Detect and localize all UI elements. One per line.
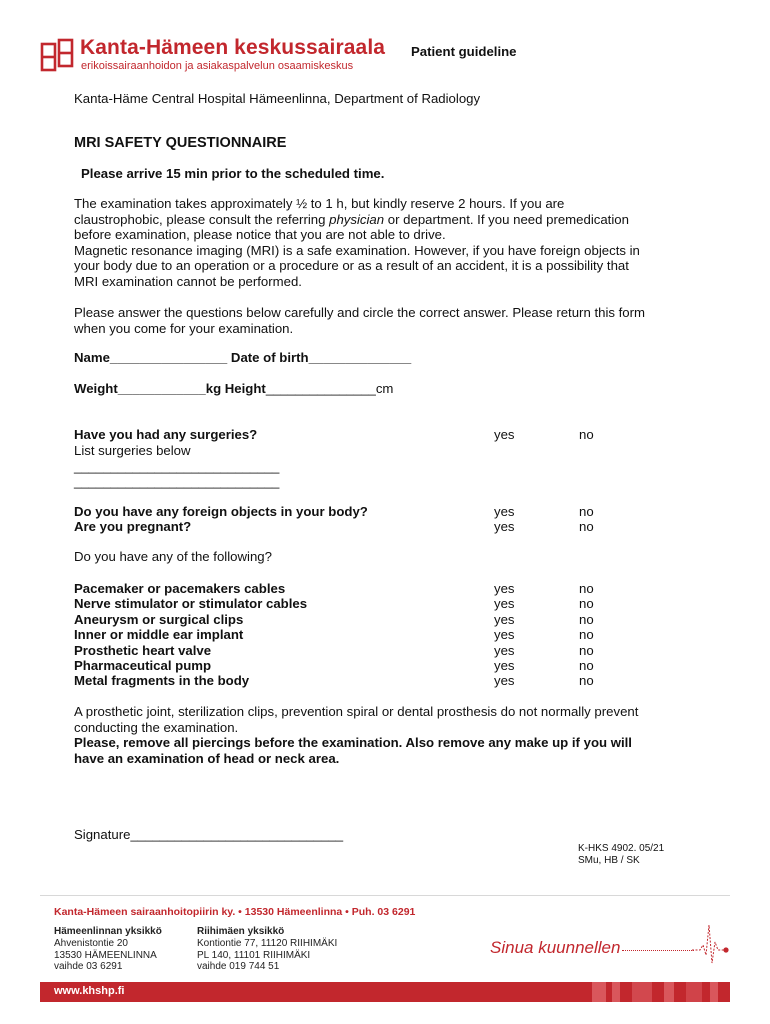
device-yes-option[interactable]: yes [494, 581, 515, 596]
unit-phone: vaihde 03 6291 [54, 961, 123, 973]
device-yes-option[interactable]: yes [494, 673, 515, 689]
pregnant-question: Are you pregnant? [74, 519, 192, 534]
unit-name: Riihimäen yksikkö [197, 926, 285, 937]
device-yes-option[interactable]: yes [494, 611, 515, 627]
device-no-option[interactable]: no [579, 596, 594, 612]
footer-bar [40, 982, 730, 1002]
device-no-option[interactable]: no [579, 627, 594, 643]
unit-po-box: PL 140, 11101 RIIHIMÄKI [197, 949, 311, 961]
device-item: Prosthetic heart valve [74, 642, 212, 658]
signature-field[interactable]: Signature_____________________________ [74, 827, 344, 842]
pregnant-yes-option[interactable]: yes [494, 519, 515, 534]
name-dob-field[interactable]: Name________________ Date of birth______________ [74, 350, 412, 365]
unit-phone: vaihde 019 744 51 [197, 961, 280, 973]
surgeries-no-option[interactable]: no [579, 427, 594, 442]
notes-paragraph [74, 704, 714, 766]
organization-subtitle: erikoissairaanhoidon ja asiakaspalvelun osaamiskeskus [81, 60, 354, 72]
device-no-option[interactable]: no [579, 581, 594, 596]
following-label: Do you have any of the following? [74, 549, 272, 564]
pregnant-no-option[interactable]: no [579, 519, 594, 534]
weight-height-field[interactable]: Weight____________kg Height_______________cm [74, 381, 394, 396]
device-no-column [579, 581, 594, 689]
device-item: Metal fragments in the body [74, 673, 250, 689]
department-line: Kanta-Häme Central Hospital Hämeenlinna, Department of Radiology [74, 91, 481, 106]
device-no-option[interactable]: no [579, 658, 594, 674]
intro-line: claustrophobic, please consult the referring physician or department. If you need premedication [74, 211, 629, 227]
intro-line: before examination, please notice that you are not able to drive. [74, 227, 446, 243]
website-link[interactable]: www.khshp.fi [54, 985, 125, 997]
device-item: Nerve stimulator or stimulator cables [74, 596, 308, 612]
surgeries-line-2[interactable]: ____________________________ [74, 474, 280, 489]
instructions-line: when you come for your examination. [74, 320, 294, 336]
surgeries-line-1[interactable]: ____________________________ [74, 459, 280, 474]
unit-city: 13530 HÄMEENLINNA [54, 949, 157, 961]
device-list [74, 581, 307, 689]
page-title: MRI SAFETY QUESTIONNAIRE [74, 135, 287, 151]
device-item: Inner or middle ear implant [74, 627, 244, 643]
footer-slogan: Sinua kuunnellen [490, 938, 621, 957]
intro-paragraph [74, 196, 714, 290]
footer-unit-hameenlinna [54, 926, 162, 973]
foreign-objects-question: Do you have any foreign objects in your body? [74, 504, 368, 519]
intro-line: The examination takes approximately ½ to 1 h, but kindly reserve 2 hours. If you are [74, 196, 565, 211]
intro-line: Magnetic resonance imaging (MRI) is a safe examination. However, if you have foreign objects in [74, 242, 640, 258]
arrival-note: Please arrive 15 min prior to the scheduled time. [81, 166, 385, 181]
document-code-line: K-HKS 4902. 05/21 [578, 843, 665, 854]
device-item: Pharmaceutical pump [74, 658, 212, 674]
notes-line: conducting the examination. [74, 719, 239, 735]
footer-divider [40, 895, 730, 896]
device-no-option[interactable]: no [579, 642, 594, 658]
unit-name: Hämeenlinnan yksikkö [54, 926, 162, 937]
device-yes-option[interactable]: yes [494, 596, 515, 612]
notes-warning-line: Please, remove all piercings before the examination. Also remove any make up if you will [74, 735, 632, 751]
surgeries-question: Have you had any surgeries? [74, 427, 258, 442]
bar-decoration [710, 982, 718, 1002]
instructions-line: Please answer the questions below carefully and circle the correct answer. Please return this form [74, 305, 646, 320]
device-yes-option[interactable]: yes [494, 658, 515, 674]
device-no-option[interactable]: no [579, 611, 594, 627]
instructions-paragraph [74, 305, 714, 336]
unit-street: Ahvenistontie 20 [54, 937, 128, 949]
notes-warning-line: have an examination of head or neck area. [74, 750, 340, 766]
device-item: Aneurysm or surgical clips [74, 611, 244, 627]
footer-unit-riihimaki [197, 926, 337, 973]
device-yes-option[interactable]: yes [494, 642, 515, 658]
device-yes-option[interactable]: yes [494, 627, 515, 643]
organization-name: Kanta-Hämeen keskussairaala [80, 36, 386, 59]
unit-street: Kontiontie 77, 11120 RIIHIMÄKI [197, 937, 338, 949]
foreign-no-option[interactable]: no [579, 504, 594, 519]
foreign-yes-option[interactable]: yes [494, 504, 515, 519]
document-code [578, 843, 664, 867]
notes-line: A prosthetic joint, sterilization clips, prevention spiral or dental prosthesis do not normally prevent [74, 704, 639, 719]
surgeries-list-label: List surgeries below [74, 443, 191, 458]
intro-line: your body due to an operation or a procedure or as a result of an accident, it is a possibility that [74, 258, 629, 274]
bar-decoration [592, 982, 606, 1002]
slogan-dotted-line [622, 950, 694, 951]
heartbeat-icon [692, 917, 732, 967]
bar-decoration [664, 982, 674, 1002]
bar-decoration [686, 982, 702, 1002]
hospital-logo-icon [40, 38, 74, 72]
device-item: Pacemaker or pacemakers cables [74, 581, 286, 596]
device-yes-column [494, 581, 515, 689]
document-type: Patient guideline [411, 44, 517, 59]
bar-decoration [632, 982, 652, 1002]
intro-line: MRI examination cannot be performed. [74, 273, 302, 289]
device-no-option[interactable]: no [579, 673, 594, 689]
footer-organization: Kanta-Hämeen sairaanhoitopiirin ky. • 13530 Hämeenlinna • Puh. 03 6291 [54, 906, 416, 918]
surgeries-yes-option[interactable]: yes [494, 427, 515, 442]
bar-decoration [612, 982, 620, 1002]
emphasis-word: physician [329, 211, 385, 227]
document-code-authors: SMu, HB / SK [578, 855, 640, 866]
